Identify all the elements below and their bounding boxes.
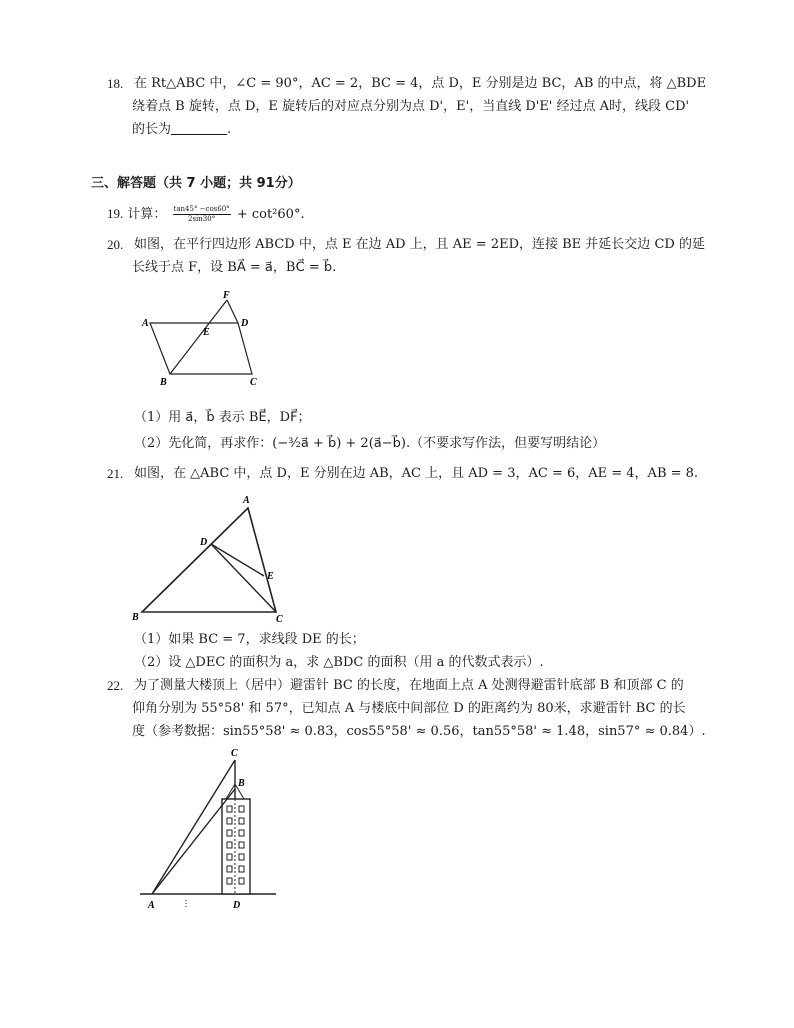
line-fd <box>227 300 238 323</box>
q18-line3 <box>132 122 231 138</box>
q19-prefix: 计算： <box>127 207 167 222</box>
figure-parallelogram <box>138 288 268 388</box>
q19-number: 19. <box>107 206 124 221</box>
label-e: E <box>267 571 274 582</box>
window <box>227 866 232 872</box>
label-a: A <box>148 900 155 911</box>
label-b: B <box>238 778 245 789</box>
window <box>227 818 232 824</box>
q19-fraction <box>173 205 231 224</box>
q21-line1: 如图，在 △ABC 中，点 D，E 分别在边 AB，AC 上，且 AD = 3，AC = 6，AE = 4，AB = 8. <box>134 466 699 481</box>
q18-line1: 在 Rt△ABC 中，∠C = 90°，AC = 2，BC = 4，点 D，E 分别是边 BC，AB 的中点，将 △BDE <box>134 76 707 91</box>
q21-sub2: （2）设 △DEC 的面积为 a，求 △BDC 的面积（用 a 的代数式表示）. <box>134 655 544 670</box>
label-f: F <box>223 290 230 301</box>
figure-building <box>138 744 288 914</box>
window <box>239 842 244 848</box>
q20-line1: 如图，在平行四边形 ABCD 中，点 E 在边 AD 上，且 AE = 2ED，连接 BE 并延长交边 CD 的延 <box>134 237 705 252</box>
parallelogram-svg <box>138 288 268 388</box>
q19-frac-bottom: 2sin30° <box>188 215 216 223</box>
q20-sub2: （2）先化简，再求作：(−³⁄₂a⃗ + b⃗) + 2(a⃗−b⃗).（不要求写作法，但要写明结论） <box>134 436 606 451</box>
building-svg <box>138 744 288 914</box>
q18-line2: 绕着点 B 旋转，点 D，E 旋转后的对应点分别为点 D'，E'，当直线 D'E' 经过点 A时，线段 CD' <box>132 99 690 114</box>
label-d: D <box>233 900 241 911</box>
window <box>227 854 232 860</box>
label-b: B <box>160 377 167 388</box>
building <box>222 799 250 894</box>
q22-number: 22. <box>107 678 124 693</box>
q22-line3: 度（参考数据：sin55°58' ≈ 0.83，cos55°58' ≈ 0.56，tan55°58' ≈ 1.48，sin57° ≈ 0.84）. <box>132 724 706 739</box>
q20-sub1: （1）用 a⃗，b⃗ 表示 BE⃗，DF⃗； <box>134 410 311 425</box>
parallelogram-abcd <box>150 323 252 374</box>
section-title: 三、解答题（共 7 小题；共 91分） <box>91 176 301 191</box>
q22-line2: 仰角分别为 55°58' 和 57°，已知点 A 与楼底中间部位 D 的距离约为 80米，求避雷针 BC 的长 <box>132 701 686 716</box>
window <box>239 818 244 824</box>
window <box>239 854 244 860</box>
q20-line2: 长线于点 F，设 BA⃗ = a⃗，BC⃗ = b⃗. <box>132 260 337 275</box>
label-c: C <box>231 748 238 759</box>
q21-sub1: （1）如果 BC = 7，求线段 DE 的长； <box>134 632 365 647</box>
window <box>239 878 244 884</box>
label-b: B <box>132 612 139 623</box>
window <box>227 878 232 884</box>
figure-triangle-abc <box>128 490 300 626</box>
q19-line <box>107 203 305 226</box>
window <box>227 842 232 848</box>
label-c: C <box>276 614 283 625</box>
q20-number: 20. <box>107 237 124 252</box>
q19-frac-top: tan45° −cos60° <box>173 205 230 213</box>
q19-suffix: + cot²60°. <box>236 207 305 222</box>
window <box>227 806 232 812</box>
label-e: E <box>203 327 210 338</box>
window <box>227 830 232 836</box>
line-bf <box>170 300 227 374</box>
q18-line3-suffix: . <box>227 122 232 137</box>
label-a: A <box>243 495 250 506</box>
q22-line1: 为了测量大楼顶上（居中）避雷针 BC 的长度，在地面上点 A 处测得避雷针底部 B 和顶部 C 的 <box>134 678 684 693</box>
label-d: D <box>241 318 249 329</box>
label-a: A <box>142 318 149 329</box>
label-c: C <box>250 377 257 388</box>
q21-number: 21. <box>107 466 124 481</box>
q18-number: 18. <box>107 76 124 91</box>
answer-blank <box>171 122 227 135</box>
q18-line3-prefix: 的长为 <box>132 122 172 137</box>
window <box>239 866 244 872</box>
window <box>239 806 244 812</box>
triangle-abc <box>142 508 276 612</box>
window <box>239 830 244 836</box>
triangle-svg <box>128 490 300 626</box>
label-d: D <box>200 537 208 548</box>
